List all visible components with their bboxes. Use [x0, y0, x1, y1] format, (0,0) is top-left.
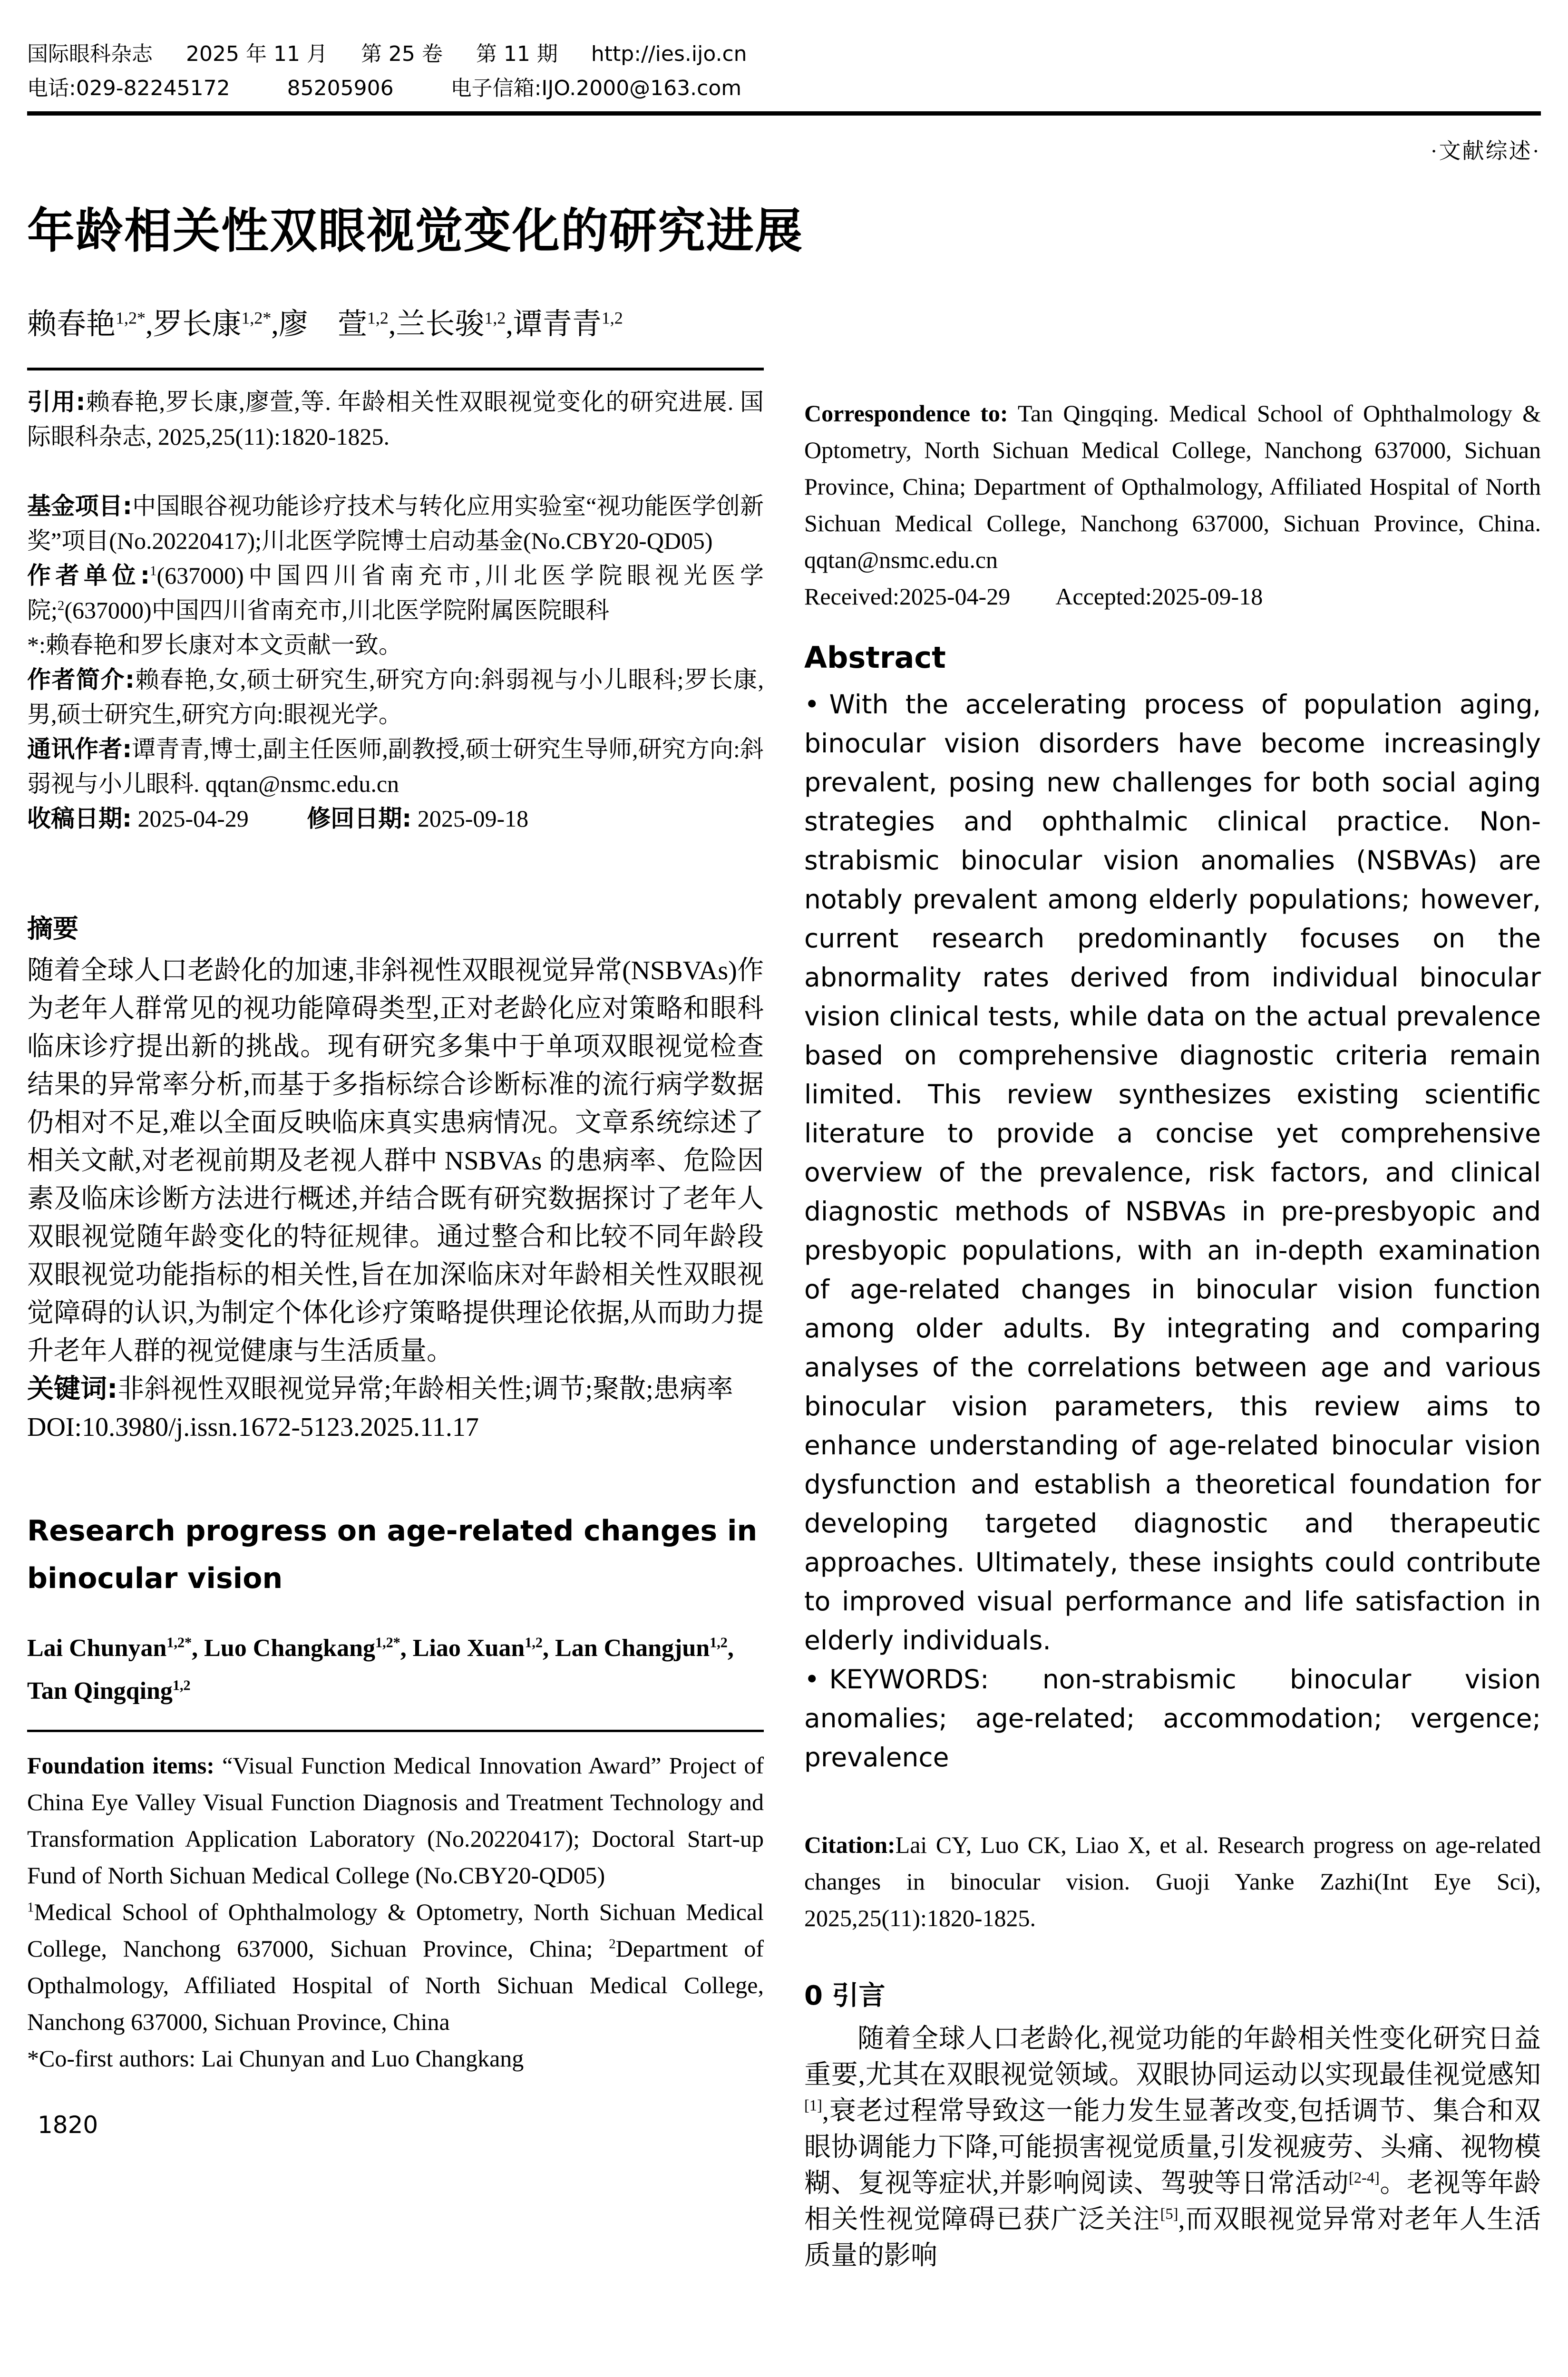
abstract-text-en — [804, 685, 1541, 1660]
author-bio-cn — [27, 662, 764, 732]
bullet-icon: • — [804, 1664, 820, 1695]
author-name: ,谭青青 — [506, 308, 602, 341]
foundation-cn-label: 基金项目: — [27, 492, 132, 520]
journal-phone: 电话:029-82245172 — [27, 76, 230, 100]
manuscript-dates-en — [804, 578, 1541, 615]
author-en — [400, 1635, 543, 1662]
keywords-cn-label: 关键词: — [27, 1374, 118, 1404]
author-affil-marker: 1,2 — [601, 308, 623, 328]
affiliation-cn-text: (637000)中国四川省南充市,川北医学院附属医院眼科 — [64, 597, 610, 623]
correspondence-label: Correspondence to: — [804, 400, 1008, 427]
affiliation-marker: 2 — [57, 598, 65, 614]
author-affil-marker: 1,2* — [116, 308, 146, 328]
affiliation-en-text: Medical School of Ophthalmology & Optometry, North Sichuan Medical College, Nanchong 637000, Sichuan Province, China; — [27, 1899, 764, 1962]
author-affil-marker: 1,2* — [166, 1634, 192, 1651]
reference-marker: [1] — [804, 2097, 822, 2114]
keywords-en-label: KEYWORDS: — [829, 1664, 989, 1695]
english-block-rule — [27, 1730, 764, 1732]
intro-text: ,而双眼视觉异常对老年人生活质量的影响 — [804, 2205, 1541, 2270]
footnote-rule — [27, 368, 764, 370]
accepted-label-en: Accepted: — [1055, 583, 1152, 610]
co-first-note-cn: *:赖春艳和罗长康对本文贡献一致。 — [27, 632, 402, 658]
author-cn — [389, 308, 506, 341]
author-en — [543, 1635, 728, 1662]
page-number: 1820 — [38, 2111, 98, 2139]
intro-text: ,衰老过程常导致这一能力发生显著改变,包括调节、集合和双眼协调能力下降,可能损害视觉质量,引发视疲劳、头痛、视物模糊、复视等症状,并影响阅读、驾驶等日常活动 — [804, 2096, 1541, 2198]
corresponding-author-cn — [27, 732, 764, 801]
author-affil-marker: 1,2* — [375, 1634, 400, 1651]
reference-marker: [2-4] — [1348, 2169, 1380, 2187]
left-column — [27, 368, 764, 2274]
introduction-heading: 0 引言 — [804, 1980, 886, 2011]
foundation-cn-text: 中国眼谷视功能诊疗技术与转化应用实验室“视功能医学创新奖”项目(No.20220417);川北医学院博士启动基金(No.CBY20-QD05) — [27, 493, 764, 554]
right-column — [804, 368, 1541, 2274]
foundation-en-label: Foundation items: — [27, 1752, 214, 1779]
affiliation-cn-text: (637000)中国四川省南充市,川北医学院眼视光医学院; — [27, 562, 764, 623]
two-column-body — [27, 368, 1541, 2274]
author-cn — [27, 308, 146, 341]
author-name: , Luo Changkang — [192, 1635, 375, 1662]
journal-phone-2: 85205906 — [287, 76, 394, 100]
introduction-paragraph — [804, 2021, 1541, 2274]
authors-cn — [27, 306, 1541, 343]
affiliation-en-text: Department of Opthalmology, Affiliated Hospital of North Sichuan Medical College, Nanchong 637000, Sichuan Province, China — [27, 1935, 764, 2035]
received-label-cn: 收稿日期: — [27, 805, 132, 832]
author-affil-marker: 1,2* — [241, 308, 272, 328]
correspondence — [804, 395, 1541, 578]
received-label-en: Received: — [804, 583, 899, 610]
corresponding-author-label: 通讯作者: — [27, 735, 132, 763]
citation-en — [804, 1827, 1541, 1937]
reference-marker: [5] — [1160, 2205, 1178, 2223]
foundation-cn — [27, 489, 764, 558]
affiliation-marker: 1 — [27, 1900, 34, 1915]
abstract-heading-en: Abstract — [804, 640, 946, 675]
received-date-en: 2025-04-29 — [899, 583, 1011, 610]
bullet-icon: • — [804, 689, 820, 720]
keywords-en — [804, 1660, 1541, 1777]
article-title-cn: 年龄相关性双眼视觉变化的研究进展 — [27, 203, 803, 259]
author-bio-label: 作者简介: — [27, 666, 135, 693]
author-name: , Liao Xuan — [400, 1635, 525, 1662]
doi-line: DOI:10.3980/j.issn.1672-5123.2025.11.17 — [27, 1413, 479, 1442]
keywords-en-text: non-strabismic binocular vision anomalies; age-related; accommodation; vergence; prevalence — [804, 1664, 1541, 1773]
author-affil-marker: 1,2 — [367, 308, 389, 328]
author-cn — [506, 308, 623, 341]
received-date-cn: 2025-04-29 — [137, 805, 249, 832]
affiliation-cn — [27, 558, 764, 628]
author-cn — [146, 308, 271, 341]
citation-cn-label: 引用: — [27, 388, 86, 416]
author-affil-marker: 1,2 — [172, 1677, 191, 1694]
accepted-date-en: 2025-09-18 — [1151, 583, 1263, 610]
co-first-note-en: *Co-first authors: Lai Chunyan and Luo Changkang — [27, 2045, 524, 2072]
intro-text: 随着全球人口老龄化,视觉功能的年龄相关性变化研究日益重要,尤其在双眼视觉领域。双眼协同运动以实现最佳视觉感知 — [804, 2024, 1541, 2090]
intro-text: 。老视等年龄相关性视觉障碍已获广泛关注 — [804, 2169, 1541, 2234]
article-title-en: Research progress on age-related changes in binocular vision — [27, 1514, 758, 1595]
author-name: , Lan Changjun — [543, 1635, 710, 1662]
citation-en-label: Citation: — [804, 1831, 896, 1858]
author-name: 赖春艳 — [27, 308, 116, 341]
revised-date-cn: 2025-09-18 — [417, 805, 529, 832]
foundation-en — [27, 1747, 764, 1894]
abstract-text-cn: 随着全球人口老龄化的加速,非斜视性双眼视觉异常(NSBVAs)作为老年人群常见的视功能障碍类型,正对老龄化应对策略和眼科临床诊疗提出新的挑战。现有研究多集中于单项双眼视觉检查结果的异常率分析,而基于多指标综合诊断标准的流行病学数据仍相对不足,难以全面反映临床真实患病情况。文章系统综述了相关文献,对老视前期及老视人群中 NSBVAs 的患病率、危险因素及临床诊断方法进行概述,并结合既有研究数据探讨了老年人双眼视觉随年龄变化的特征规律。通过整合和比较不同年龄段双眼视觉功能指标的相关性,旨在加深临床对年龄相关性双眼视觉障碍的认识,为制定个体化诊疗策略提供理论依据,从而助力提升老年人群的视觉健康与生活质量。 — [27, 956, 764, 1366]
author-en — [27, 1635, 192, 1662]
journal-name: 国际眼科杂志 — [27, 42, 153, 66]
author-name: Lai Chunyan — [27, 1635, 167, 1662]
author-cn — [271, 308, 388, 341]
issue-date: 2025 年 11 月 — [186, 42, 328, 66]
keywords-cn — [27, 1370, 764, 1408]
abstract-heading-cn: 摘要 — [27, 914, 78, 944]
header-rule — [27, 111, 1541, 116]
page-header — [27, 37, 1541, 162]
author-name: ,兰长骏 — [388, 308, 485, 341]
citation-cn-text: 赖春艳,罗长康,廖萱,等. 年龄相关性双眼视觉变化的研究进展. 国际眼科杂志, 2025,25(11):1820-1825. — [27, 389, 764, 450]
volume-number: 第 25 卷 — [360, 42, 443, 66]
corresponding-author-text: 谭青青,博士,副主任医师,副教授,硕士研究生导师,研究方向:斜弱视与小儿眼科. qqtan@nsmc.edu.cn — [27, 736, 764, 797]
affiliation-cn-label: 作者单位: — [27, 562, 150, 589]
foundation-en-text: “Visual Function Medical Innovation Award” Project of China Eye Valley Visual Function Diagnosis and Treatment Technology and Transformation Application Laboratory (No.20220417); Doctoral Start-up Fund of North Sichuan Medical College (No.CBY20-QD05) — [27, 1752, 764, 1889]
author-bio-text: 赖春艳,女,硕士研究生,研究方向:斜弱视与小儿眼科;罗长康,男,硕士研究生,研究方向:眼视光学。 — [27, 666, 764, 728]
correspondence-text: Tan Qingqing. Medical School of Ophthalmology & Optometry, North Sichuan Medical College, Nanchong 637000, Sichuan Province, China; Department of Opthalmology, Affiliated Hospital of North Sichuan Medical College, Nanchong 637000, Sichuan Province, China. qqtan@nsmc.edu.cn — [804, 400, 1541, 573]
author-en — [192, 1635, 400, 1662]
author-affil-marker: 1,2 — [484, 308, 506, 328]
affiliation-en — [27, 1894, 764, 2040]
keywords-cn-text: 非斜视性双眼视觉异常;年龄相关性;调节;聚散;患病率 — [117, 1374, 733, 1404]
author-affil-marker: 1,2 — [710, 1634, 728, 1651]
affiliation-marker: 1 — [150, 563, 157, 579]
citation-cn — [27, 385, 764, 454]
author-affil-marker: 1,2 — [525, 1634, 543, 1651]
header-line-2 — [27, 71, 1541, 106]
article-type-badge: ·文献综述· — [1430, 139, 1541, 163]
issue-number: 第 11 期 — [476, 42, 558, 66]
author-name: ,廖 萱 — [271, 308, 367, 341]
header-line-1 — [27, 37, 1541, 71]
abstract-en-body: With the accelerating process of population aging, binocular vision disorders have become increasingly prevalent, posing new challenges for both social aging strategies and ophthalmic clinical practice. Non-strabismic binocular vision anomalies (NSBVAs) are notably prevalent among elderly populations; however, current research predominantly focuses on the abnormality rates derived from individual binocular vision clinical tests, while data on the actual prevalence based on comprehensive diagnostic criteria remain limited. This review synthesizes existing scientific literature to provide a concise yet comprehensive overview of the prevalence, risk factors, and clinical diagnostic methods of NSBVAs in pre-presbyopic and presbyopic populations, with an in-depth examination of age-related changes in binocular vision function among older adults. By integrating and comparing analyses of the correlations between age and various binocular vision parameters, this review aims to enhance understanding of age-related binocular vision dysfunction and establish a theoretical foundation for developing targeted diagnostic and therapeutic approaches. Ultimately, these insights could contribute to improved visual performance and life satisfaction in elderly individuals. — [804, 689, 1541, 1656]
journal-email: 电子信箱:IJO.2000@163.com — [450, 76, 742, 100]
citation-en-text: Lai CY, Luo CK, Liao X, et al. Research progress on age-related changes in binocular vision. Guoji Yanke Zazhi(Int Eye Sci), 2025,25(11):1820-1825. — [804, 1831, 1541, 1931]
manuscript-dates-cn — [27, 801, 764, 836]
revised-label-cn: 修回日期: — [307, 805, 412, 832]
authors-en — [27, 1627, 764, 1713]
author-name: ,罗长康 — [145, 308, 242, 341]
author-name: , Tan Qingqing — [27, 1635, 734, 1705]
affiliation-marker: 2 — [609, 1936, 616, 1952]
journal-url: http://ies.ijo.cn — [591, 42, 747, 66]
